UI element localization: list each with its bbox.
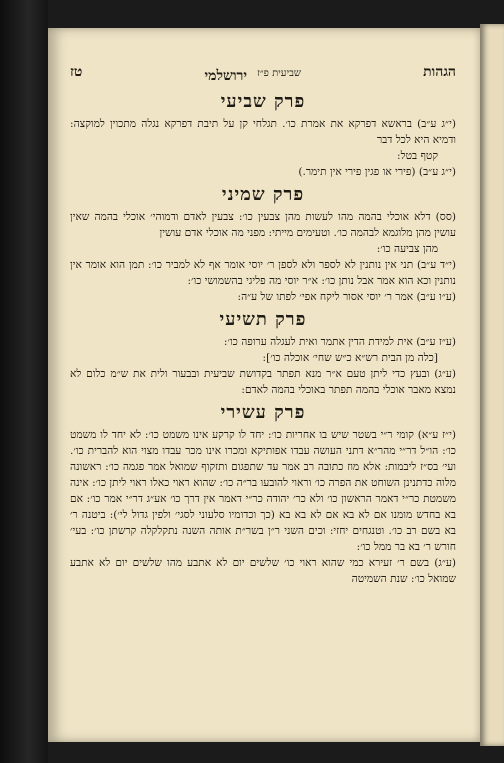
paragraph: מהן צביעה כו׳: bbox=[376, 243, 438, 255]
page-content bbox=[70, 64, 456, 587]
paragraph: (ע״ג) ובעץ כדי ליתן טעם א״ר מנא תפתר בקדושת שביעית ובבעור ולית את ש״מ כלום לא נמצא מאבר אוכלי בהמה תפתר באוכלי בהמה לאדם: bbox=[70, 368, 456, 396]
page-number: טז bbox=[70, 64, 83, 80]
running-head-chapter-ref: שביעית פ״ז bbox=[257, 68, 301, 79]
paragraph: (י״ג ע״ב) (פירי או פגין פירי אין תימר.) bbox=[298, 166, 456, 178]
paragraph: (י״ד ע״ב) תני אין נותנין לא לספר ולא לספן ר׳ יוסי אומר אף לא למביר כו׳: תמן הוא אומר אין נותנין וכא הוא אמר אבל נותן כו׳: א״ר יוסי מה פליגי בהשמושי כו׳: bbox=[70, 259, 456, 287]
paragraph: קטף בטל: bbox=[397, 150, 438, 162]
paragraph: (י״ג ע״ב) בראשא דפרקא את אמרת כו׳. תגלחי קן על תיבת דפרקא נגלה מתכוין למוקצה: ודמיא היא לכל דבר bbox=[70, 118, 456, 146]
paragraph: (ע״ו ע״ב) אמר ר׳ יוסי אסור ליקח אפי׳ לפתו של ע״ה: bbox=[237, 291, 456, 303]
paragraph: (סס) דלא אוכלי בהמה מהו לעשות מהן צבעין כו׳: צבעין לאדם ודמוהי׳ אוכלי בהמה שאין עושין מהן מלוגמא לבהמה כו׳. וטעימים מייתי: מפני מה אוכלי אדם עושין bbox=[70, 211, 456, 239]
paragraph: (ע״ז ע״ב) אית למידת הדין אתמר ואית לעגלה ערופה כו׳: bbox=[223, 336, 456, 348]
running-head-left-word: הגהות bbox=[423, 64, 456, 80]
book-page bbox=[48, 28, 480, 742]
chapter-heading: פרק תשיעי bbox=[219, 309, 307, 330]
book-binding bbox=[0, 0, 48, 763]
running-head-middle bbox=[205, 68, 301, 85]
running-head bbox=[70, 64, 456, 85]
chapter-heading: פרק עשירי bbox=[220, 402, 306, 423]
chapter-heading: פרק שמיני bbox=[221, 184, 305, 205]
paragraph: [כלה מן הבית רש״א כ״ש שחי׳ אוכלה כו׳]: bbox=[262, 352, 438, 364]
paragraph: (י״ז ע״א) קומי ר״י בשטר שיש בו אחריות כו׳: יחד לו קרקע אינו משמט כו׳: לא יחד לו משמט כו׳: הו״ל דר״י מהר״א דתני העושה עבדו אפותיקא ומכרו אינו מכר עבדו מצוי הוא להברית כו׳. ועי׳ בס״ז ליבמות: אלא מוז כתובה רב אמר עד שתפגום ותזקוף שמואל אמר פגמה כו׳: ראשונה מלוה כדתנינן השוחט את הפרה כו׳ וראוי להובעו בר״ה כו׳: שהוא ראוי כאלו ראוי ליתן כו׳: אינה משמטת כר״י דאמר הראשון כו׳ ולא כר׳ יהודה כר״י דאמר אין דרך כו׳ אע״ג דר״י אמר כו׳: אם בא בחדש מומנו אם לא בא אם לא בא בא (כך וכדומיו סלעוני לסגי׳ ולפין גדול לי׳): ביטנה ר׳ בא בשם רב כו׳. וטנגחים יחזי: וכים השני ר״ן בשר״ת אותה השנה נתקלקלה קרשתן כו׳: בעי׳ חורש ר׳ בא בר ממל כו׳: bbox=[70, 429, 456, 553]
paragraph: (ע״ג) בשם ר׳ זעירא כמי שהוא ראוי כו׳ שלשים יום לא אתבע מהו שלשים יום לא אתבע שמואל כו׳: שנת השמיטה bbox=[70, 557, 456, 585]
running-head-title: ירושלמי bbox=[204, 68, 248, 84]
chapter-heading: פרק שביעי bbox=[220, 91, 306, 112]
next-page-edge bbox=[480, 24, 504, 746]
